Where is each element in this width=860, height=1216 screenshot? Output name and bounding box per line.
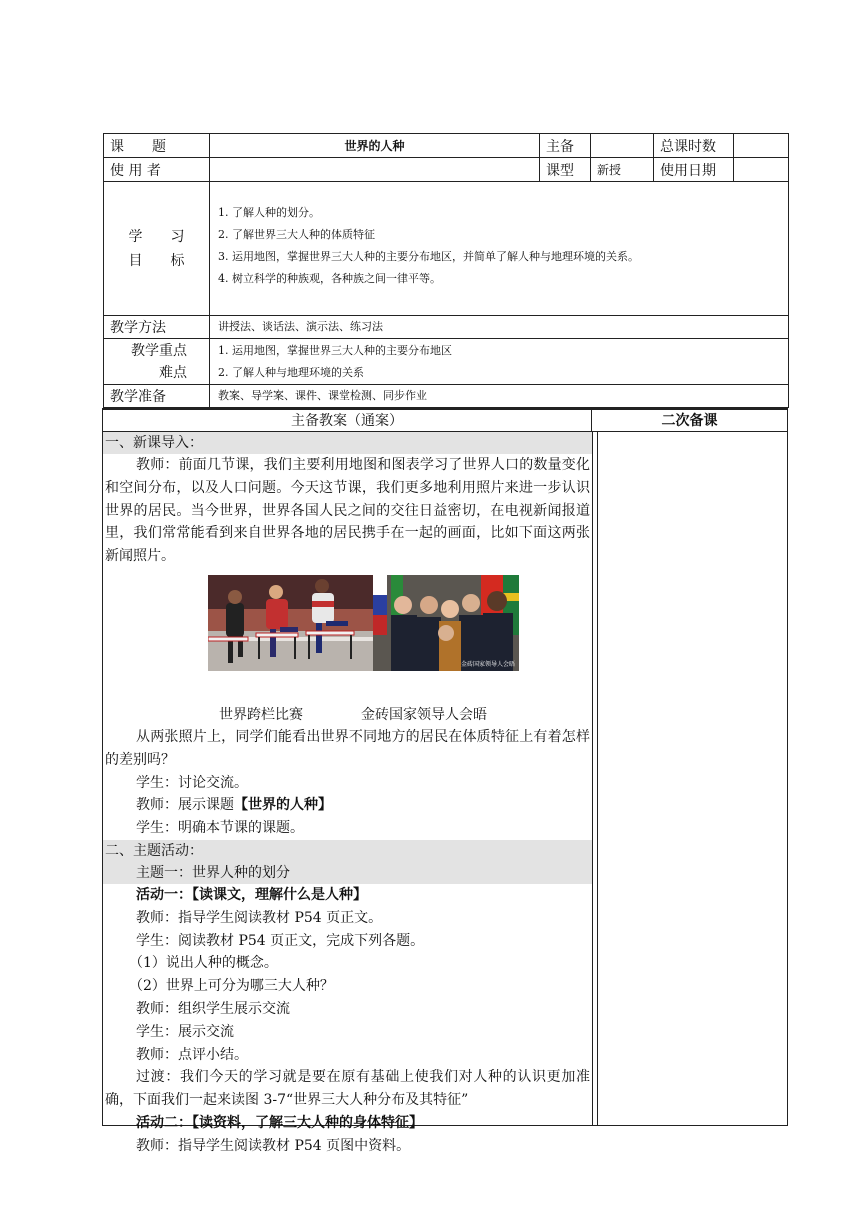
hurdle-race-photo	[208, 575, 373, 671]
lesson-info-table	[103, 133, 789, 408]
user-value	[210, 158, 540, 182]
activity-line: 教师：组织学生展示交流	[136, 1000, 290, 1017]
total-hours-value	[734, 134, 789, 158]
activity-line: 教师：点评小结。	[136, 1046, 248, 1063]
objectives-label-line1: 学 习	[128, 228, 185, 245]
use-date-value	[734, 158, 789, 182]
activity-line: 学生：展示交流	[136, 1023, 234, 1040]
objective-item: 2. 了解世界三大人种的体质特征	[218, 228, 375, 241]
student-line-1: 学生：讨论交流。	[136, 774, 248, 791]
preparer-label: 主备	[540, 134, 591, 158]
objectives-label-line2: 目 标	[128, 252, 185, 269]
objectives-list	[210, 182, 789, 316]
activity-line: 教师：指导学生阅读教材 P54 页图中资料。	[136, 1137, 411, 1154]
column-divider-inner	[597, 432, 598, 1125]
objective-item: 1. 了解人种的划分。	[218, 206, 320, 219]
prep-value: 教案、导学案、课件、课堂检测、同步作业	[210, 385, 789, 408]
brics-leaders-photo	[373, 575, 519, 671]
transition-paragraph: 过渡：我们今天的学习就是要在原有基础上使我们对人种的认识更加准确，下面我们一起来读图 3-7“世界三大人种分布及其特征”	[105, 1069, 590, 1109]
news-photos	[103, 568, 592, 704]
topic-value: 世界的人种	[210, 134, 540, 158]
main-plan-column-title: 主备教案（通案）	[103, 410, 592, 432]
secondary-plan-column-title: 二次备课	[592, 410, 787, 432]
question-item: （2）世界上可分为哪三大人种？	[129, 978, 334, 995]
lesson-plan-body	[102, 408, 788, 1154]
activity-line: 教师：指导学生阅读教材 P54 页正文。	[136, 909, 383, 926]
method-label: 教学方法	[104, 316, 210, 339]
column-divider	[592, 432, 593, 1125]
topic-label: 课 题	[104, 134, 210, 158]
difficult-label: 难点	[159, 364, 187, 381]
student-line-2: 学生：明确本节课的课题。	[136, 820, 304, 837]
activity-1-title: 活动一：【读课文，理解什么是人种】	[136, 886, 367, 903]
difficult-value: 2. 了解人种与地理环境的关系	[218, 365, 364, 379]
method-value: 讲授法、谈话法、演示法、练习法	[210, 316, 789, 339]
use-date-label: 使用日期	[654, 158, 734, 182]
lesson-type-value: 新授	[591, 158, 654, 182]
question-item: （1）说出人种的概念。	[129, 955, 278, 972]
preparer-value	[591, 134, 654, 158]
photo-captions	[103, 704, 592, 726]
section-heading-activities: 二、主题活动：	[103, 840, 592, 862]
user-label: 使 用 者	[104, 158, 210, 182]
key-difficult-value	[210, 339, 789, 385]
teacher-show-prefix: 教师：展示课题	[136, 797, 234, 814]
theme-1-heading: 主题一：世界人种的划分	[103, 862, 592, 884]
teacher-show-topic	[103, 794, 592, 817]
photo2-caption: 金砖国家领导人会晤	[361, 706, 487, 723]
objective-item: 4. 树立科学的种族观，各种族之间一律平等。	[218, 272, 441, 285]
photo-watermark: 金砖国家领导人会晤	[461, 660, 516, 668]
lesson-title-highlight: 【世界的人种】	[234, 797, 332, 814]
intro-paragraph: 教师：前面几节课，我们主要利用地图和图表学习了世界人口的数量变化和空间分布，以及人口问题。今天这节课，我们更多地利用照片来进一步认识世界的居民。当今世界，世界各国人民之间的交往日益密切，在电视新闻报道里，我们常常能看到来自世界各地的居民携手在一起的画面，比如下面这两张新闻照片。	[105, 457, 590, 565]
section-heading-intro: 一、新课导入：	[103, 432, 592, 454]
key-label: 教学重点	[131, 342, 187, 359]
objective-item: 3. 运用地图，掌握世界三大人种的主要分布地区，并简单了解人种与地理环境的关系。	[218, 250, 639, 263]
lesson-type-label: 课型	[540, 158, 591, 182]
key-difficult-label	[104, 339, 210, 385]
activity-line: 学生：阅读教材 P54 页正文，完成下列各题。	[136, 932, 425, 949]
question-paragraph: 从两张照片上，同学们能看出世界不同地方的居民在体质特征上有着怎样的差别吗？	[105, 728, 590, 768]
total-hours-label: 总课时数	[654, 134, 734, 158]
key-value: 1. 运用地图，掌握世界三大人种的主要分布地区	[218, 343, 452, 357]
photo1-caption: 世界跨栏比赛	[219, 706, 303, 723]
activity-2-title: 活动二：【读资料，了解三大人种的身体特征】	[136, 1114, 423, 1131]
objectives-label	[104, 182, 210, 316]
prep-label: 教学准备	[104, 385, 210, 408]
main-plan-content	[103, 432, 592, 1158]
